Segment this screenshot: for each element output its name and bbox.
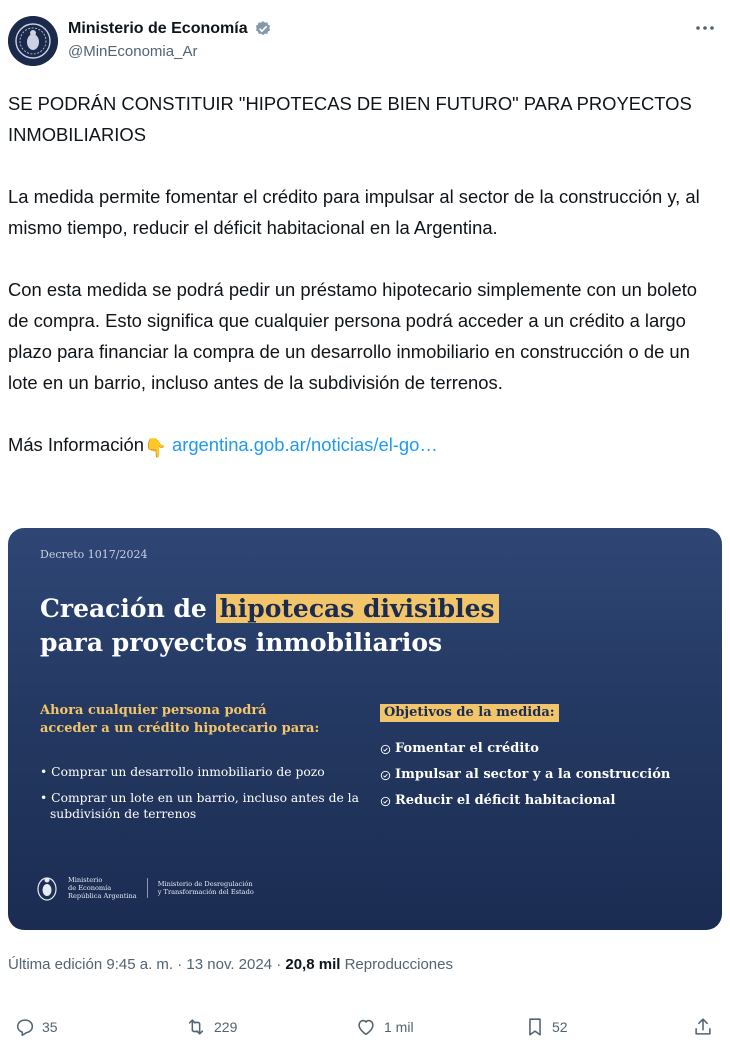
reply-button[interactable] [14,1016,58,1038]
footer-org-2-line-2: y Transformación del Estado [157,888,254,896]
footer-org-2 [158,880,254,896]
media-footer-logos [36,874,254,902]
display-name[interactable]: Ministerio de Economía [68,20,248,37]
lead-line-1: Ahora cualquier persona podrá [40,703,267,718]
repost-count: 229 [214,1019,238,1035]
more-info-label: Más Información [8,434,144,455]
bookmark-count: 52 [552,1019,568,1035]
tweet-paragraph-1: La medida permite fomentar el crédito para impulsar al sector de la construcción y, al mismo tiempo, reducir el déficit habitacional en la Argentina. [8,186,700,238]
more-options-button[interactable] [694,18,716,38]
footer-org-1-line-2: de Economía [68,884,112,892]
heart-icon [354,1016,378,1038]
media-headline [40,592,499,660]
media-image[interactable] [8,528,722,930]
argentina-seal-icon [36,874,58,902]
check-circle-icon [380,770,391,781]
bookmark-button[interactable] [524,1016,568,1038]
objective-1: Fomentar el crédito [395,741,539,756]
objective-3: Reducir el déficit habitacional [395,793,616,808]
tweet-meta [8,956,453,973]
repost-button[interactable] [184,1016,237,1038]
objective-item [380,788,670,814]
article-link[interactable]: argentina.gob.ar/noticias/el-go… [171,434,438,455]
headline-line-2: para proyectos inmobiliarios [40,628,443,657]
views-count: 20,8 mil [285,956,341,973]
reply-icon [14,1016,36,1038]
reply-count: 35 [42,1019,58,1035]
headline-prefix: Creación de [40,594,216,623]
footer-org-2-line-1: Ministerio de Desregulación [157,880,253,888]
verified-badge-icon [254,20,272,38]
tweet-text [8,88,718,463]
bullet-1: • Comprar un desarrollo inmobiliario de pozo [40,765,325,779]
objective-item [380,762,670,788]
author-block [68,20,272,60]
action-bar [0,1012,730,1046]
more-icon [694,18,716,38]
footer-org-1-line-3: República Argentina [68,892,137,900]
check-circle-icon [380,744,391,755]
bullet-2: • Comprar un lote en un barrio, incluso antes de la subdivisión de terrenos [40,791,359,821]
footer-org-1-line-1: Ministerio [68,876,103,884]
bookmark-icon [524,1016,546,1038]
more-info-line [8,429,718,463]
footer-divider [147,878,148,898]
views-label: Reproducciones [340,956,453,973]
handle[interactable]: @MinEconomia_Ar [68,43,198,60]
ministry-seal-icon [8,16,58,66]
share-button[interactable] [692,1016,714,1038]
like-button[interactable] [354,1016,414,1038]
share-icon [692,1016,714,1038]
edited-timestamp[interactable]: Última edición 9:45 a. m. · 13 nov. 2024 · [8,956,286,973]
tweet-paragraph-2: Con esta medida se podrá pedir un préstamo hipotecario simplemente con un boleto de compra. Esto significa que cualquier persona podrá acceder a un crédito a largo plazo para financiar la compra de un desarrollo inmobiliario en construcción o de un lote en un barrio, incluso antes de la subdivisión de terrenos. [8,279,698,393]
like-count: 1 mil [384,1019,414,1035]
objective-item [380,736,670,762]
media-lead [40,702,370,738]
lead-line-2: acceder a un crédito hipotecario para: [40,721,320,736]
check-circle-icon [380,796,391,807]
headline-highlight: hipotecas divisibles [216,594,499,623]
media-bullets [40,764,370,832]
avatar[interactable] [8,16,58,66]
tweet-title: SE PODRÁN CONSTITUIR "HIPOTECAS DE BIEN FUTURO" PARA PROYECTOS INMOBILIARIOS [8,93,692,145]
objectives-title: Objetivos de la medida: [380,704,559,722]
decreto-label: Decreto 1017/2024 [40,548,148,561]
footer-org-1 [68,876,137,900]
objectives-list [380,736,670,814]
objective-2: Impulsar al sector y a la construcción [395,767,671,782]
pointing-down-icon: 👇 [143,437,167,458]
repost-icon [184,1016,208,1038]
